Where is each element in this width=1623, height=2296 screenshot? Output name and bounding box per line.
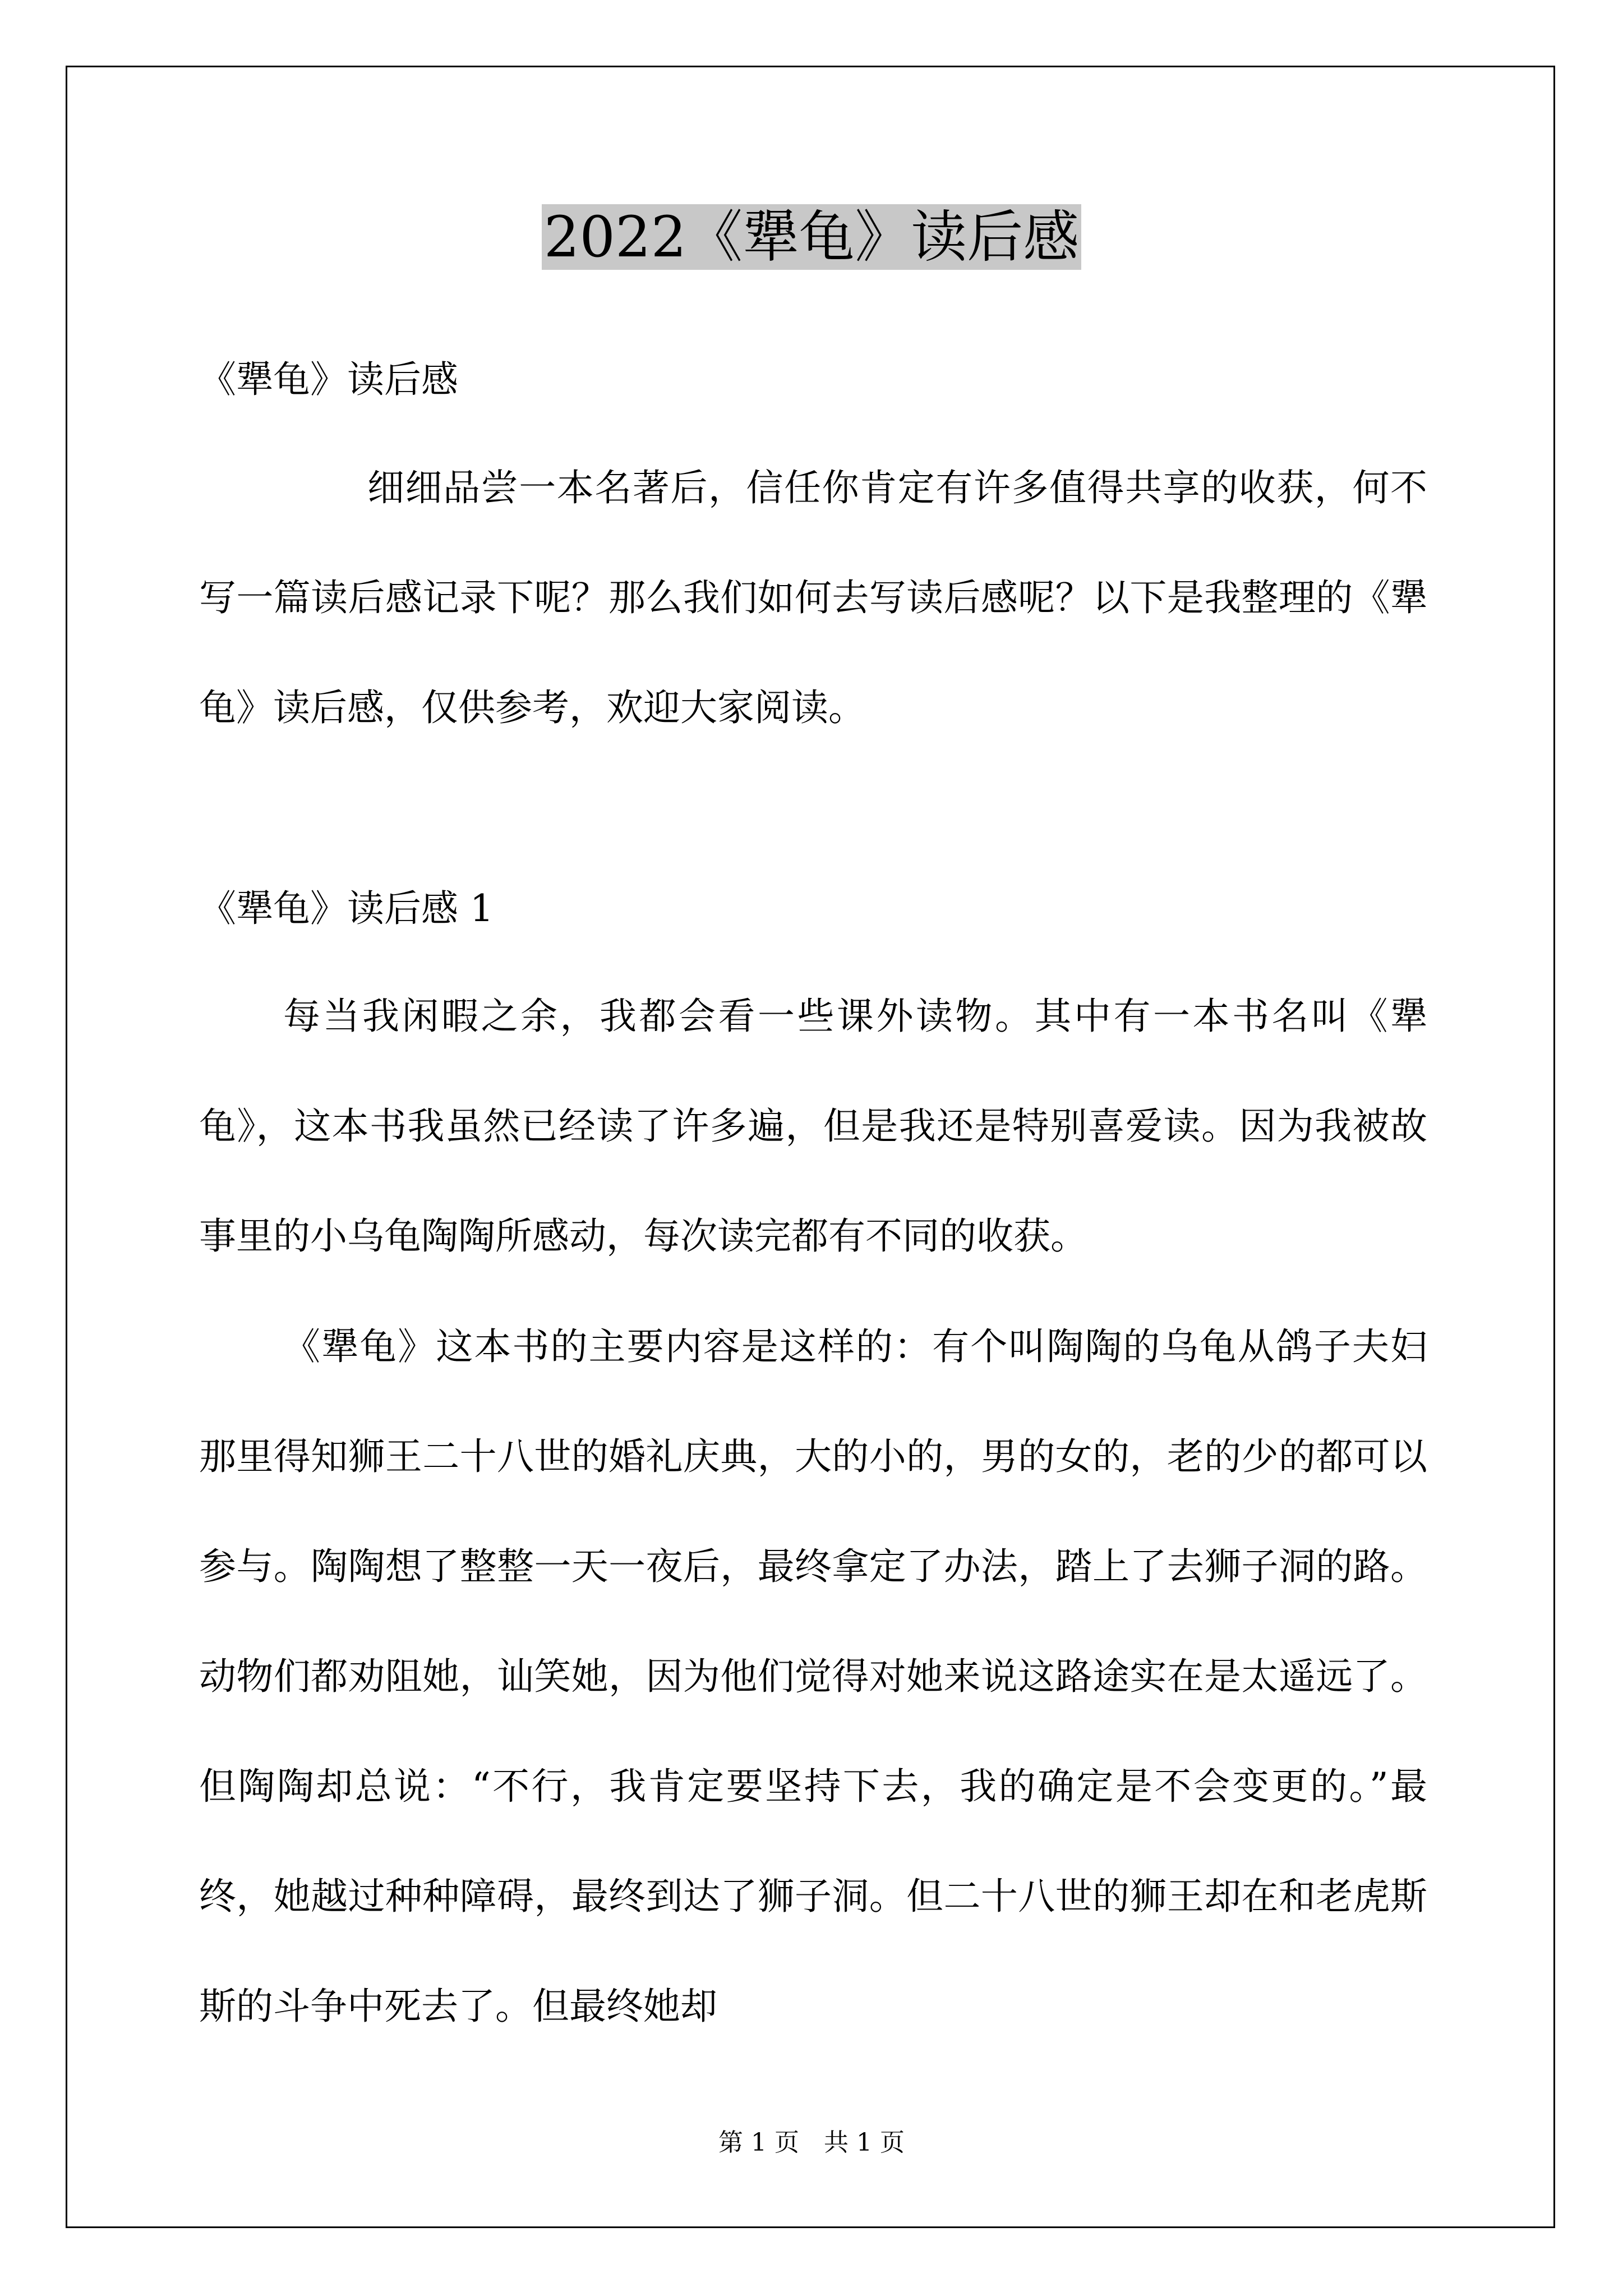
section-1-paragraph-1: 每当我闲暇之余，我都会看一些课外读物。其中有一本书名叫《犟龟》，这本书我虽然已经读了许多遍，但是我还是特别喜爱读。因为我被故事里的小乌龟陶陶所感动，每次读完都有不同的收获。: [199, 995, 1427, 1258]
intro-heading: 《犟龟》读后感: [199, 358, 458, 401]
section-1-heading: 《犟龟》读后感 1: [199, 887, 494, 930]
section-1-paragraph-2: 《犟龟》这本书的主要内容是这样的：有个叫陶陶的乌龟从鸽子夫妇那里得知狮王二十八世的婚礼庆典，大的小的，男的女的，老的少的都可以参与。陶陶想了整整一天一夜后，最终拿定了办法，踏上了去狮子洞的路。动物们都劝阻她，讪笑她，因为他们觉得对她来说这路途实在是太遥远了。但陶陶却总说：“不行，我肯定要坚持下去，我的确定是不会变更的。”最终，她越过种种障碍，最终到达了狮子洞。但二十八世的狮王却在和老虎斯斯的斗争中死去了。但最终她却: [199, 1325, 1427, 2028]
page-footer: 第 1 页 共 1 页: [718, 2128, 905, 2157]
intro-paragraph: 细细品尝一本名著后，信任你肯定有许多值得共享的收获，何不写一篇读后感记录下呢？那么我们如何去写读后感呢？以下是我整理的《犟龟》读后感，仅供参考，欢迎大家阅读。: [199, 466, 1427, 729]
document-title: [0, 198, 1623, 277]
document-title-text: 2022《犟龟》读后感: [542, 204, 1082, 270]
